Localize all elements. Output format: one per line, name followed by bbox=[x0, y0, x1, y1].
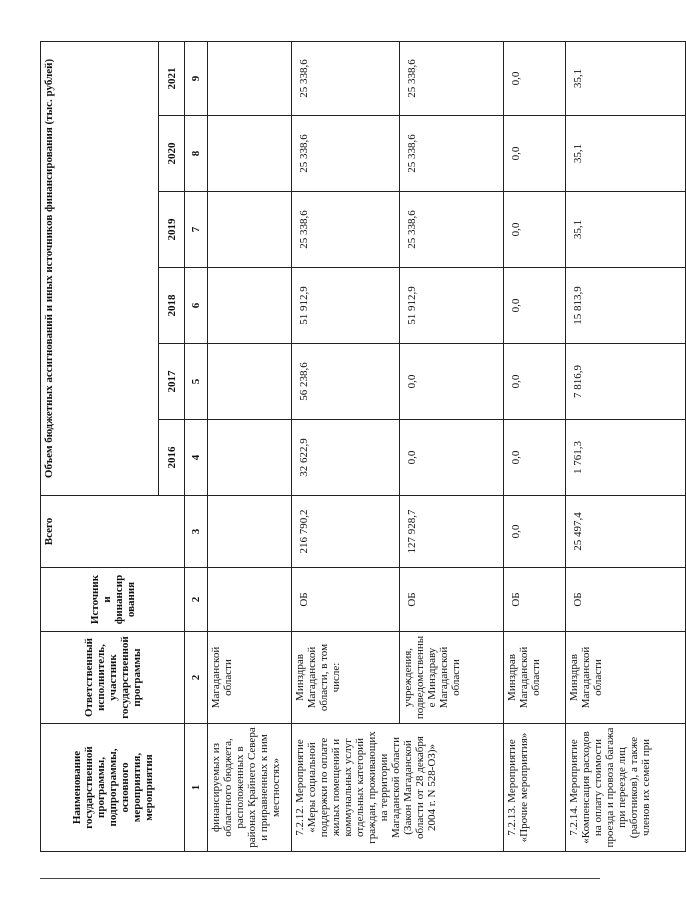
col-number: 4 bbox=[185, 420, 208, 496]
row-name: 7.2.13. Мероприятие «Прочие мероприятия» bbox=[504, 724, 566, 852]
row-value bbox=[208, 344, 292, 420]
row-name: 7.2.12. Мероприятие «Меры социальной поддержки по оплате жилых помещений и коммунальных услуг отдельных категорий граждан, проживающих на территории Магаданской области (Закон Магаданской области от 28 декабря 2004 г. N 528-ОЗ)» bbox=[292, 724, 504, 852]
year-2019: 2019 bbox=[159, 192, 185, 268]
row-executor: Магаданской области bbox=[208, 632, 292, 724]
bottom-rule bbox=[40, 878, 600, 879]
column-number-row bbox=[185, 41, 208, 851]
row-source: ОБ bbox=[400, 568, 504, 632]
row-value: 0,0 bbox=[504, 268, 566, 344]
row-value: 25 338,6 bbox=[400, 41, 504, 115]
year-2021: 2021 bbox=[159, 41, 185, 115]
header-executor: Ответственный исполнитель, участник государственной программы bbox=[41, 632, 185, 724]
year-2020: 2020 bbox=[159, 116, 185, 192]
row-value bbox=[208, 268, 292, 344]
row-value: 25 338,6 bbox=[292, 41, 400, 115]
col-number: 8 bbox=[185, 116, 208, 192]
row-value: 56 238,6 bbox=[292, 344, 400, 420]
header-source: Источник и финансир ования bbox=[41, 568, 185, 632]
row-executor: Минздрав Магаданской области bbox=[566, 632, 686, 724]
row-source: ОБ bbox=[504, 568, 566, 632]
row-source bbox=[208, 568, 292, 632]
financing-table bbox=[40, 41, 686, 852]
row-name: финансируемых из областного бюджета, расположенных в районах Крайнего Севера и приравненных к ним местностях» bbox=[208, 724, 292, 852]
col-number: 7 bbox=[185, 192, 208, 268]
col-number: 3 bbox=[185, 496, 208, 568]
row-executor: Минздрав Магаданской области bbox=[504, 632, 566, 724]
header-row bbox=[41, 41, 159, 851]
row-source: ОБ bbox=[292, 568, 400, 632]
col-number: 2 bbox=[185, 632, 208, 724]
table-row bbox=[208, 41, 292, 851]
row-value: 32 622,9 bbox=[292, 420, 400, 496]
year-2016: 2016 bbox=[159, 420, 185, 496]
row-value bbox=[208, 420, 292, 496]
row-value bbox=[208, 41, 292, 115]
row-value: 51 912,9 bbox=[400, 268, 504, 344]
row-value: 15 813,9 bbox=[566, 268, 686, 344]
row-value: 0,0 bbox=[400, 420, 504, 496]
row-value: 25 338,6 bbox=[400, 116, 504, 192]
row-value: 0,0 bbox=[504, 116, 566, 192]
col-number: 9 bbox=[185, 41, 208, 115]
row-total: 127 928,7 bbox=[400, 496, 504, 568]
row-total bbox=[208, 496, 292, 568]
row-value: 25 338,6 bbox=[292, 192, 400, 268]
year-2018: 2018 bbox=[159, 268, 185, 344]
rotated-table-wrapper bbox=[40, 42, 652, 852]
col-number: 5 bbox=[185, 344, 208, 420]
row-value: 0,0 bbox=[504, 344, 566, 420]
year-2017: 2017 bbox=[159, 344, 185, 420]
row-total: 25 497,4 bbox=[566, 496, 686, 568]
row-value: 51 912,9 bbox=[292, 268, 400, 344]
row-source: ОБ bbox=[566, 568, 686, 632]
row-executor: учреждения, подведомственны е Минздраву Магаданской области bbox=[400, 632, 504, 724]
row-value: 35,1 bbox=[566, 41, 686, 115]
row-value: 35,1 bbox=[566, 116, 686, 192]
table-row bbox=[566, 41, 686, 851]
row-total: 216 790,2 bbox=[292, 496, 400, 568]
col-number: 2 bbox=[185, 568, 208, 632]
row-value: 0,0 bbox=[504, 192, 566, 268]
header-volume: Объем бюджетных ассигнований и иных источников финансирования (тыс. рублей) bbox=[41, 41, 159, 495]
row-value: 25 338,6 bbox=[400, 192, 504, 268]
row-name: 7.2.14. Мероприятие «Компенсация расходов на оплату стоимости проезда и провоза багажа при переезде лиц (работников), а также членов их семей при bbox=[566, 724, 686, 852]
row-value: 0,0 bbox=[504, 420, 566, 496]
row-value: 1 761,3 bbox=[566, 420, 686, 496]
row-total: 0,0 bbox=[504, 496, 566, 568]
row-value bbox=[208, 192, 292, 268]
col-number: 1 bbox=[185, 724, 208, 852]
header-total: Всего bbox=[41, 496, 185, 568]
row-value bbox=[208, 116, 292, 192]
row-value: 35,1 bbox=[566, 192, 686, 268]
table-row bbox=[504, 41, 566, 851]
row-value: 7 816,9 bbox=[566, 344, 686, 420]
header-name: Наименование государственной программы, подпрограммы, основного мероприятия, мероприятия bbox=[41, 724, 185, 852]
row-value: 25 338,6 bbox=[292, 116, 400, 192]
row-value: 0,0 bbox=[504, 41, 566, 115]
table-row bbox=[292, 41, 400, 851]
col-number: 6 bbox=[185, 268, 208, 344]
row-executor: Минздрав Магаданской области, в том числе: bbox=[292, 632, 400, 724]
row-value: 0,0 bbox=[400, 344, 504, 420]
